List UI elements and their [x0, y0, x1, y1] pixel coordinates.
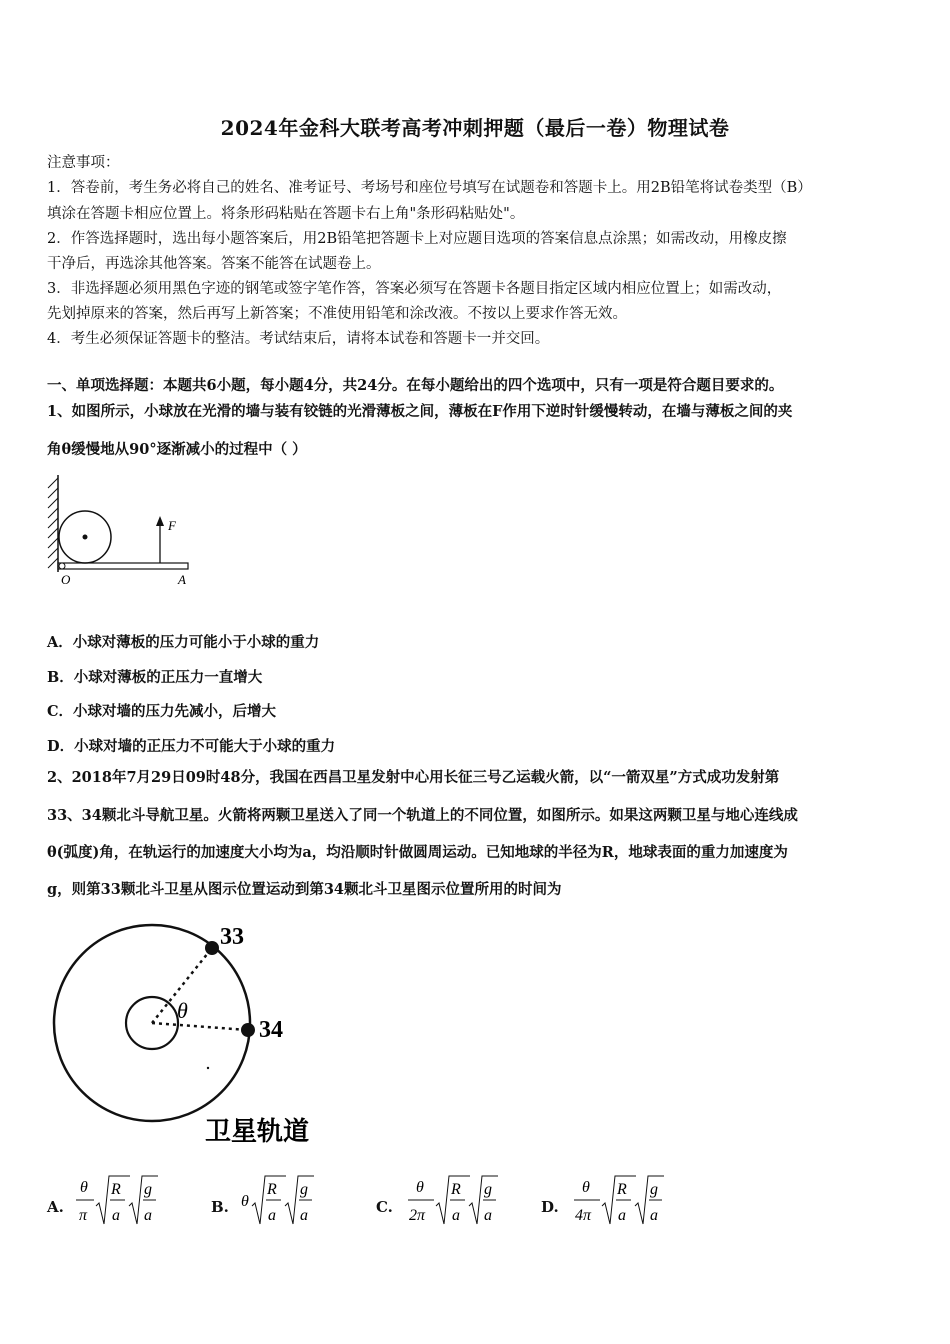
answer-b-formula[interactable] — [236, 1168, 321, 1232]
notice-line: 干净后，再选涂其他答案。答案不能答在试题卷上。 — [47, 256, 381, 272]
label-theta: θ — [177, 998, 188, 1023]
notice-line: 3．非选择题必须用黑色字迹的钢笔或签字笔作答，答案必须写在答题卡各题目指定区域内相应位置上；如需改动， — [47, 281, 782, 297]
svg-text:R: R — [451, 1181, 461, 1198]
page-title: 2024年金科大联考高考冲刺押题（最后一卷）物理试卷 — [220, 116, 730, 140]
option-d[interactable]: D．小球对墙的正压力不可能大于小球的重力 — [47, 738, 336, 755]
figure-caption: 卫星轨道 — [205, 1117, 310, 1146]
answer-c-label[interactable]: C. — [376, 1198, 393, 1216]
svg-text:4π: 4π — [575, 1207, 592, 1224]
question-2-text: 33、34颗北斗导航卫星。火箭将两颗卫星送入了同一个轨道上的不同位置，如图所示。如果这两颗卫星与地心连线成 — [47, 807, 798, 824]
svg-text:2π: 2π — [409, 1207, 426, 1224]
svg-text:a: a — [618, 1207, 626, 1224]
svg-text:a: a — [452, 1207, 460, 1224]
question-2-text: θ(弧度)角，在轨运行的加速度大小均为a，均沿顺时针做圆周运动。已知地球的半径为R，地球表面的重力加速度为 — [47, 844, 788, 861]
svg-text:θ: θ — [80, 1179, 88, 1196]
svg-text:g: g — [650, 1181, 658, 1198]
wall-plate-ball-figure — [40, 470, 200, 595]
svg-text:R: R — [111, 1181, 121, 1198]
answer-a-formula[interactable] — [70, 1168, 165, 1232]
svg-text:a: a — [112, 1207, 120, 1224]
svg-text:g: g — [300, 1181, 308, 1198]
label-33: 33 — [220, 924, 244, 950]
option-a[interactable]: A．小球对薄板的压力可能小于小球的重力 — [47, 634, 320, 651]
svg-text:θ: θ — [582, 1179, 590, 1196]
satellite-34 — [241, 1023, 255, 1037]
label-A: A — [178, 572, 186, 587]
answer-b-label[interactable]: B. — [211, 1198, 229, 1216]
satellite-orbit-figure — [40, 920, 360, 1150]
question-1-text: 角θ缓慢地从90°逐渐减小的过程中（ ） — [47, 441, 307, 458]
option-c[interactable]: C．小球对墙的压力先减小，后增大 — [47, 703, 277, 720]
answer-d-formula[interactable] — [570, 1168, 670, 1232]
label-O: O — [61, 572, 71, 587]
question-1-text: 1、如图所示，小球放在光滑的墙与装有铰链的光滑薄板之间，薄板在F作用下逆时针缓慢转动，在墙与薄板之间的夹 — [47, 403, 793, 420]
section-heading: 一、单项选择题：本题共6小题，每小题4分，共24分。在每小题给出的四个选项中，只有一项是符合题目要求的。 — [47, 377, 784, 394]
notice-line: 1．答卷前，考生务必将自己的姓名、准考证号、考场号和座位号填写在试题卷和答题卡上。用2B铅笔将试卷类型（B） — [47, 180, 812, 196]
satellite-33 — [205, 941, 219, 955]
notice-line: 填涂在答题卡相应位置上。将条形码粘贴在答题卡右上角"条形码粘贴处"。 — [47, 206, 525, 222]
option-b[interactable]: B．小球对薄板的正压力一直增大 — [47, 669, 263, 686]
notice-heading: 注意事项： — [47, 155, 120, 171]
svg-text:a: a — [484, 1207, 492, 1224]
notice-line: 先划掉原来的答案，然后再写上新答案；不准使用铅笔和涂改液。不按以上要求作答无效。 — [47, 306, 627, 322]
question-2-text: g，则第33颗北斗卫星从图示位置运动到第34颗北斗卫星图示位置所用的时间为 — [47, 881, 562, 898]
svg-text:R: R — [267, 1181, 277, 1198]
label-34: 34 — [259, 1017, 283, 1043]
answer-a-label[interactable]: A. — [47, 1198, 64, 1216]
svg-text:θ: θ — [241, 1193, 249, 1210]
svg-text:a: a — [300, 1207, 308, 1224]
answer-c-formula[interactable] — [404, 1168, 504, 1232]
svg-text:π: π — [79, 1207, 88, 1224]
svg-text:a: a — [268, 1207, 276, 1224]
label-F: F — [168, 518, 176, 533]
svg-text:R: R — [617, 1181, 627, 1198]
svg-text:θ: θ — [416, 1179, 424, 1196]
svg-text:g: g — [144, 1181, 152, 1198]
answer-d-label[interactable]: D. — [541, 1198, 559, 1216]
notice-line: 2．作答选择题时，选出每小题答案后，用2B铅笔把答题卡上对应题目选项的答案信息点涂黑；如需改动，用橡皮擦 — [47, 231, 787, 247]
svg-text:a: a — [144, 1207, 152, 1224]
question-2-text: 2、2018年7月29日09时48分，我国在西昌卫星发射中心用长征三号乙运载火箭，以“一箭双星”方式成功发射第 — [47, 769, 780, 786]
notice-line: 4．考生必须保证答题卡的整洁。考试结束后，请将本试卷和答题卡一并交回。 — [47, 331, 550, 347]
svg-text:g: g — [484, 1181, 492, 1198]
svg-text:a: a — [650, 1207, 658, 1224]
